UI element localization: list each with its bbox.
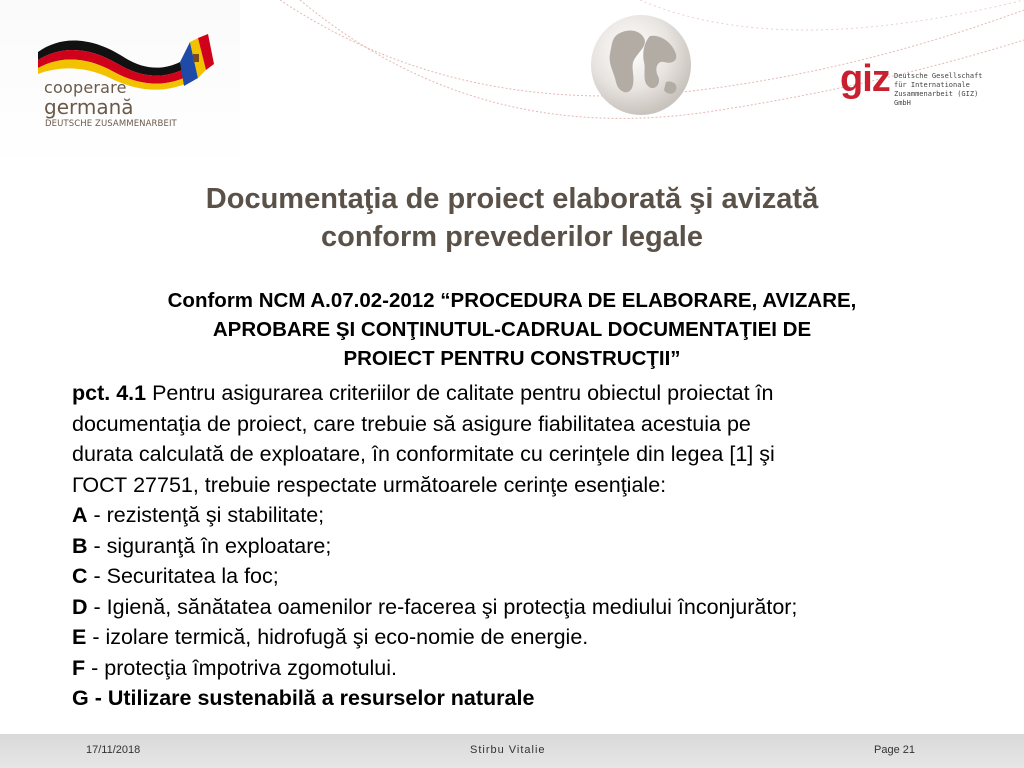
requirement-text: - Igienă, sănătatea oamenilor re-facerea şi protecţia mediului înconjurător;: [87, 594, 798, 619]
clause-line: durata calculată de exploatare, în conformitate cu cerinţele din legea [1] şi: [72, 442, 775, 466]
slide-title-line2: conform prevederilor legale: [321, 221, 703, 253]
requirements-list: [72, 500, 972, 714]
requirement-item: [72, 622, 972, 653]
requirement-key: C: [72, 564, 88, 588]
requirement-text: - Securitatea la foc;: [87, 564, 279, 588]
footer-date: 17/11/2018: [86, 744, 141, 756]
giz-logo-line1: Deutsche Gesellschaft: [894, 72, 983, 80]
requirement-key: E: [72, 625, 87, 649]
logo-text-line2: germană: [44, 95, 134, 119]
requirement-text: - rezistenţă şi stabilitate;: [87, 503, 325, 527]
requirement-key: F: [72, 655, 86, 680]
clause-label: pct. 4.1: [72, 381, 147, 405]
normative-reference-line3: PROIECT PENTRU CONSTRUCŢII”: [343, 347, 681, 370]
requirement-item: [72, 531, 972, 562]
logo-text-line1: cooperare: [44, 78, 127, 97]
normative-reference-line1: Conform NCM A.07.02-2012 “PROCEDURA DE ELABORARE, AVIZARE,: [167, 289, 857, 312]
clause-line: ГОСТ 27751, trebuie respectate următoarele cerinţe esenţiale:: [72, 472, 667, 497]
clause-line: Pentru asigurarea criteriilor de calitate pentru obiectul proiectat în: [146, 381, 774, 405]
slide-title: [100, 180, 924, 256]
globe-icon: [588, 12, 694, 118]
slide-body: [72, 378, 972, 714]
requirement-text: - Utilizare sustenabilă a resurselor naturale: [88, 686, 535, 710]
requirement-key: A: [72, 503, 88, 527]
clause-line: documentaţia de proiect, care trebuie să asigure fiabilitatea acestuia pe: [72, 411, 751, 436]
requirement-item: [72, 653, 972, 684]
giz-logo-line2: für Internationale: [894, 81, 970, 89]
giz-logo-line3: Zusammenarbeit (GIZ) GmbH: [894, 90, 979, 107]
requirement-item: [72, 500, 972, 531]
giz-logo-mark: giz: [840, 58, 890, 100]
giz-logo-text: [894, 72, 998, 108]
requirement-item: [72, 592, 972, 623]
footer-page-number: Page 21: [874, 744, 915, 756]
requirement-key: D: [72, 594, 88, 619]
requirement-key: G: [72, 686, 89, 710]
requirement-text: - izolare termică, hidrofugă şi eco-nomie de energie.: [86, 625, 589, 649]
giz-logo: [838, 58, 998, 108]
slide-title-line1: Documentaţia de proiect elaborată şi avizată: [205, 183, 819, 215]
normative-reference-line2: APROBARE ŞI CONŢINUTUL-CADRUAL DOCUMENTAŢIEI DE: [212, 318, 812, 341]
requirement-text: - protecţia împotriva zgomotului.: [85, 655, 398, 680]
footer-author: Stirbu Vitalie: [470, 744, 546, 756]
normative-reference-heading: [60, 286, 964, 373]
requirement-item: [72, 683, 972, 714]
requirement-text: - siguranţă în exploatare;: [87, 533, 332, 558]
requirement-key: B: [72, 533, 88, 558]
clause-paragraph: [72, 378, 972, 500]
requirement-item: [72, 561, 972, 592]
logo-text-line3: DEUTSCHE ZUSAMMENARBEIT: [45, 119, 177, 129]
cooperare-germana-logo: [30, 30, 230, 135]
